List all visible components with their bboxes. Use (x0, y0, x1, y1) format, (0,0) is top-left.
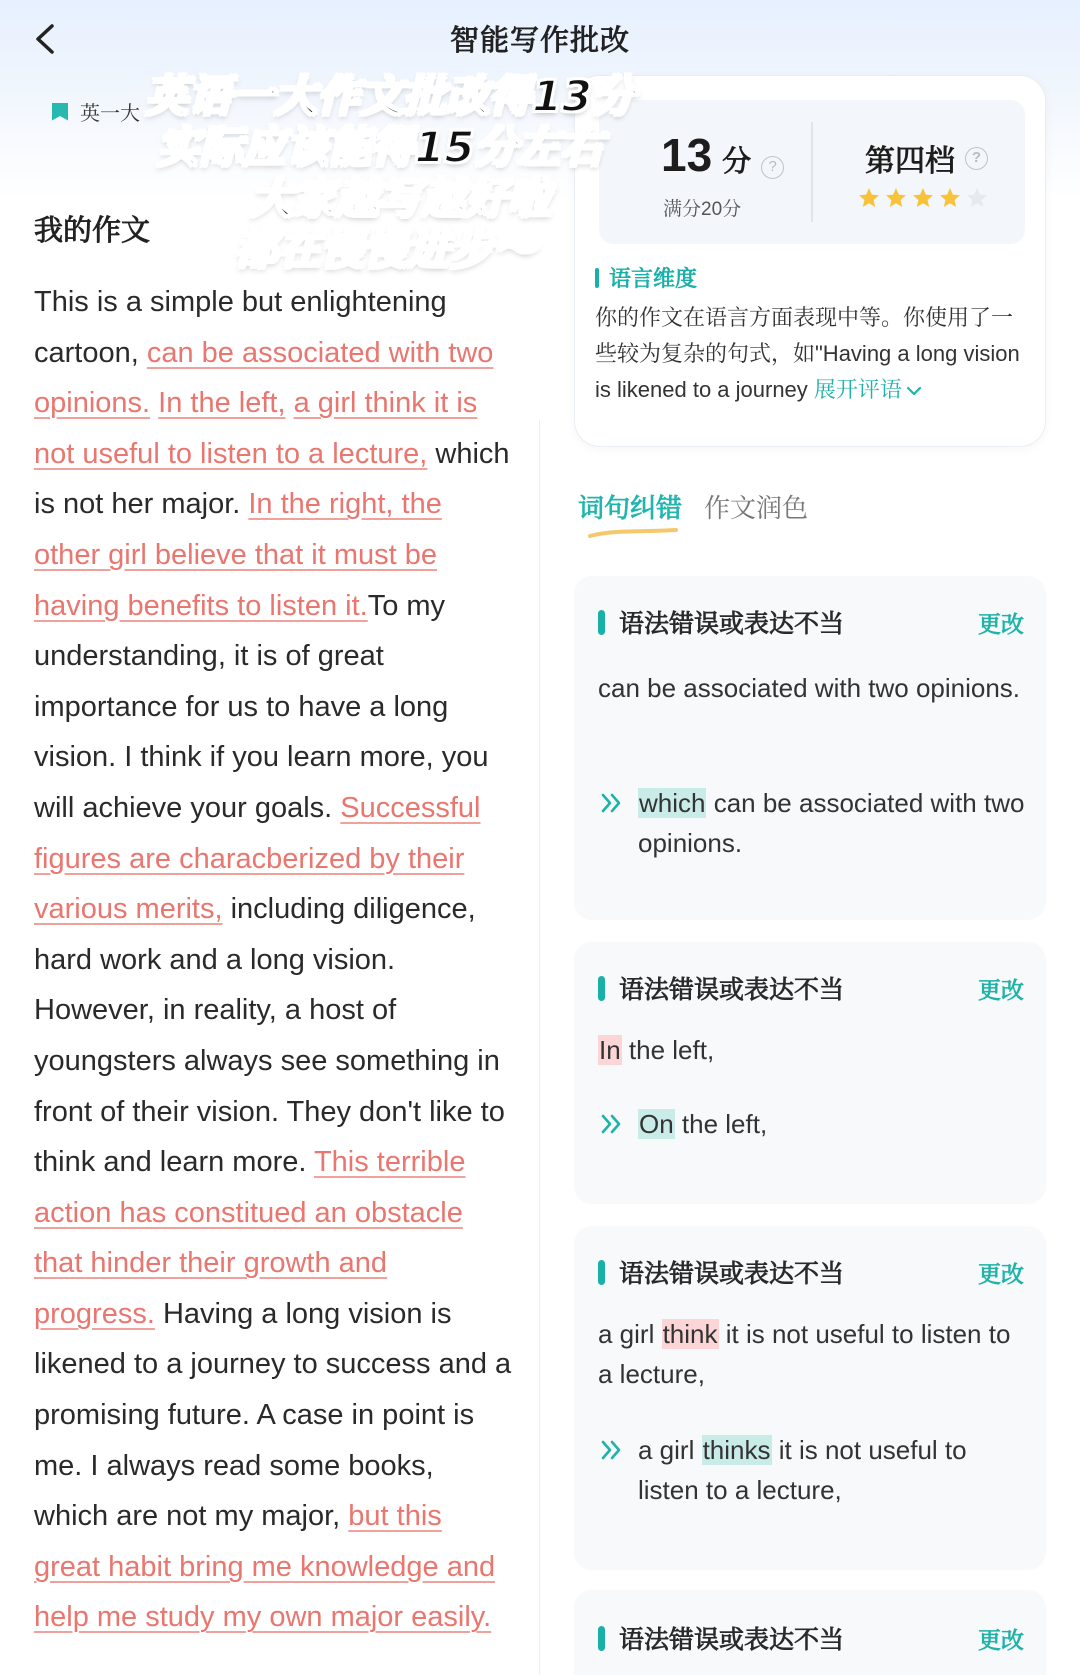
star-empty-icon (965, 186, 989, 210)
score-separator (811, 122, 813, 222)
score-unit: 分 (722, 146, 752, 178)
tab-word-correction[interactable] (578, 488, 682, 525)
help-icon[interactable]: ? (761, 156, 784, 179)
correction-card (574, 1226, 1046, 1570)
accent-bar (598, 976, 605, 1001)
score-level (865, 136, 988, 180)
original-text (598, 1030, 1028, 1070)
essay-segment (286, 387, 294, 419)
corrected-text-part: can be associated with two opinions. (638, 788, 1025, 858)
overlay-line: 大家越写越好啦 (249, 174, 551, 224)
star-filled-icon (884, 186, 908, 210)
score (661, 128, 784, 182)
correction-card (574, 1590, 1046, 1675)
error-segment[interactable]: In the right, the other girl believe that it must be having benefits to listen it. (34, 488, 442, 622)
correction-header (598, 604, 844, 640)
original-text-part: a girl (598, 1319, 662, 1349)
top-nav (0, 0, 1080, 80)
bookmark-icon (52, 103, 68, 121)
edit-button[interactable]: 更改 (978, 1261, 1024, 1287)
corrected-highlight: On (639, 1109, 674, 1139)
error-segment[interactable]: but this great habit bring me knowledge and help me study my own major easily. (34, 1500, 496, 1634)
essay-segment: including diligence, hard work and a long vision. However, in reality, a host of youngsters always see something in front of their vision. They don't like to think and learn more. (34, 893, 505, 1179)
star-rating (857, 186, 992, 210)
column-divider (539, 420, 540, 1675)
double-chevron-right-icon (598, 1110, 626, 1138)
original-text (598, 1314, 1028, 1394)
error-segment[interactable]: can be associated with two opinions. (34, 336, 494, 420)
tab-underline-squiggle (588, 528, 678, 538)
correction-title: 语法错误或表达不当 (619, 610, 845, 638)
my-essay-title: 我的作文 (34, 215, 151, 247)
overlay-line: 英语一大作文批改得13分 (145, 72, 635, 122)
correction-card (574, 576, 1046, 920)
full-score: 满分20分 (663, 199, 742, 220)
page-title: 智能写作批改 (449, 25, 630, 57)
correction-header (598, 970, 844, 1006)
corrected-text-part: the left, (674, 1109, 768, 1139)
dimension-title-label: 语言维度 (609, 266, 698, 291)
original-text-part: the left, (621, 1035, 715, 1065)
accent-bar (598, 1260, 605, 1285)
corrected-text (598, 1430, 1028, 1510)
corrected-highlight: thinks (702, 1435, 771, 1465)
essay-text (34, 277, 514, 1643)
essay-segment: To my understanding, it is of great importance for us to have a long vision. I think if you learn more, you will achieve your goals. (34, 589, 489, 824)
correction-title: 语法错误或表达不当 (619, 1260, 845, 1288)
dimension-title (595, 262, 697, 293)
accent-bar (598, 610, 605, 635)
score-card (574, 75, 1046, 447)
tab-essay-polish[interactable]: 作文润色 (704, 493, 809, 523)
tab-bar (578, 488, 808, 525)
essay-tag (52, 97, 140, 126)
original-text-part: can be associated with two opinions. (598, 673, 1021, 703)
accent-bar (598, 1626, 605, 1651)
double-chevron-right-icon (598, 1436, 626, 1464)
dimension-comment (595, 300, 1025, 408)
original-text (598, 668, 1028, 708)
help-icon[interactable]: ? (965, 147, 988, 170)
chevron-down-icon (905, 384, 923, 398)
score-box (599, 100, 1025, 244)
accent-bar (595, 268, 599, 288)
original-text-part: it is not useful to listen to a lecture, (598, 1319, 1011, 1389)
correction-title: 语法错误或表达不当 (619, 1626, 845, 1654)
essay-segment: Having a long vision is likened to a journey to success and a promising future. A case in point is me. I always read some books, which are not my major, (34, 1297, 512, 1533)
overlay-line: 都在慢慢进步～ (234, 225, 536, 275)
essay-panel (0, 75, 540, 1675)
tab-label: 词句纠错 (578, 493, 683, 523)
essay-segment: which is not her major. (34, 437, 510, 521)
star-filled-icon (857, 186, 881, 210)
edit-button[interactable]: 更改 (978, 1627, 1024, 1653)
essay-tag-label: 英一大 (80, 103, 140, 125)
original-highlight: think (662, 1319, 718, 1349)
correction-header (598, 1254, 844, 1290)
essay-segment: This is a simple but enlightening cartoon, (34, 286, 447, 369)
error-segment[interactable]: Successful figures are characberized by their various merits, (34, 791, 481, 926)
edit-button[interactable]: 更改 (978, 977, 1024, 1003)
double-chevron-right-icon (598, 789, 626, 817)
level-label: 第四档 (865, 145, 955, 178)
error-segment[interactable]: In the left, (158, 387, 286, 420)
essay-segment (150, 387, 158, 419)
corrected-text (598, 1104, 1028, 1144)
star-filled-icon (911, 186, 935, 210)
error-segment[interactable]: a girl think it is not useful to listen to a lecture, (34, 387, 478, 470)
correction-card (574, 942, 1046, 1204)
error-segment[interactable]: This terrible action has constitued an obstacle that hinder their growth and progress. (34, 1146, 466, 1330)
corrected-highlight: which (639, 788, 706, 818)
original-highlight: In (599, 1035, 621, 1065)
corrected-text-part: a girl (638, 1435, 702, 1465)
star-filled-icon (938, 186, 962, 210)
expand-label: 展开评语 (813, 377, 902, 402)
corrected-text (598, 783, 1028, 863)
correction-header (598, 1620, 844, 1656)
score-value: 13 (661, 129, 713, 181)
corrected-text-part: it is not useful to listen to a lecture, (638, 1435, 967, 1505)
dimension-comment-text: 你的作文在语言方面表现中等。你使用了一些较为复杂的句式，如"Having a long vision is likened to a journey (595, 305, 1020, 402)
overlay-line: 实际应该能得15分左右 (156, 123, 604, 173)
correction-title: 语法错误或表达不当 (619, 976, 845, 1004)
edit-button[interactable]: 更改 (978, 611, 1024, 637)
expand-comment-link[interactable] (814, 377, 923, 402)
